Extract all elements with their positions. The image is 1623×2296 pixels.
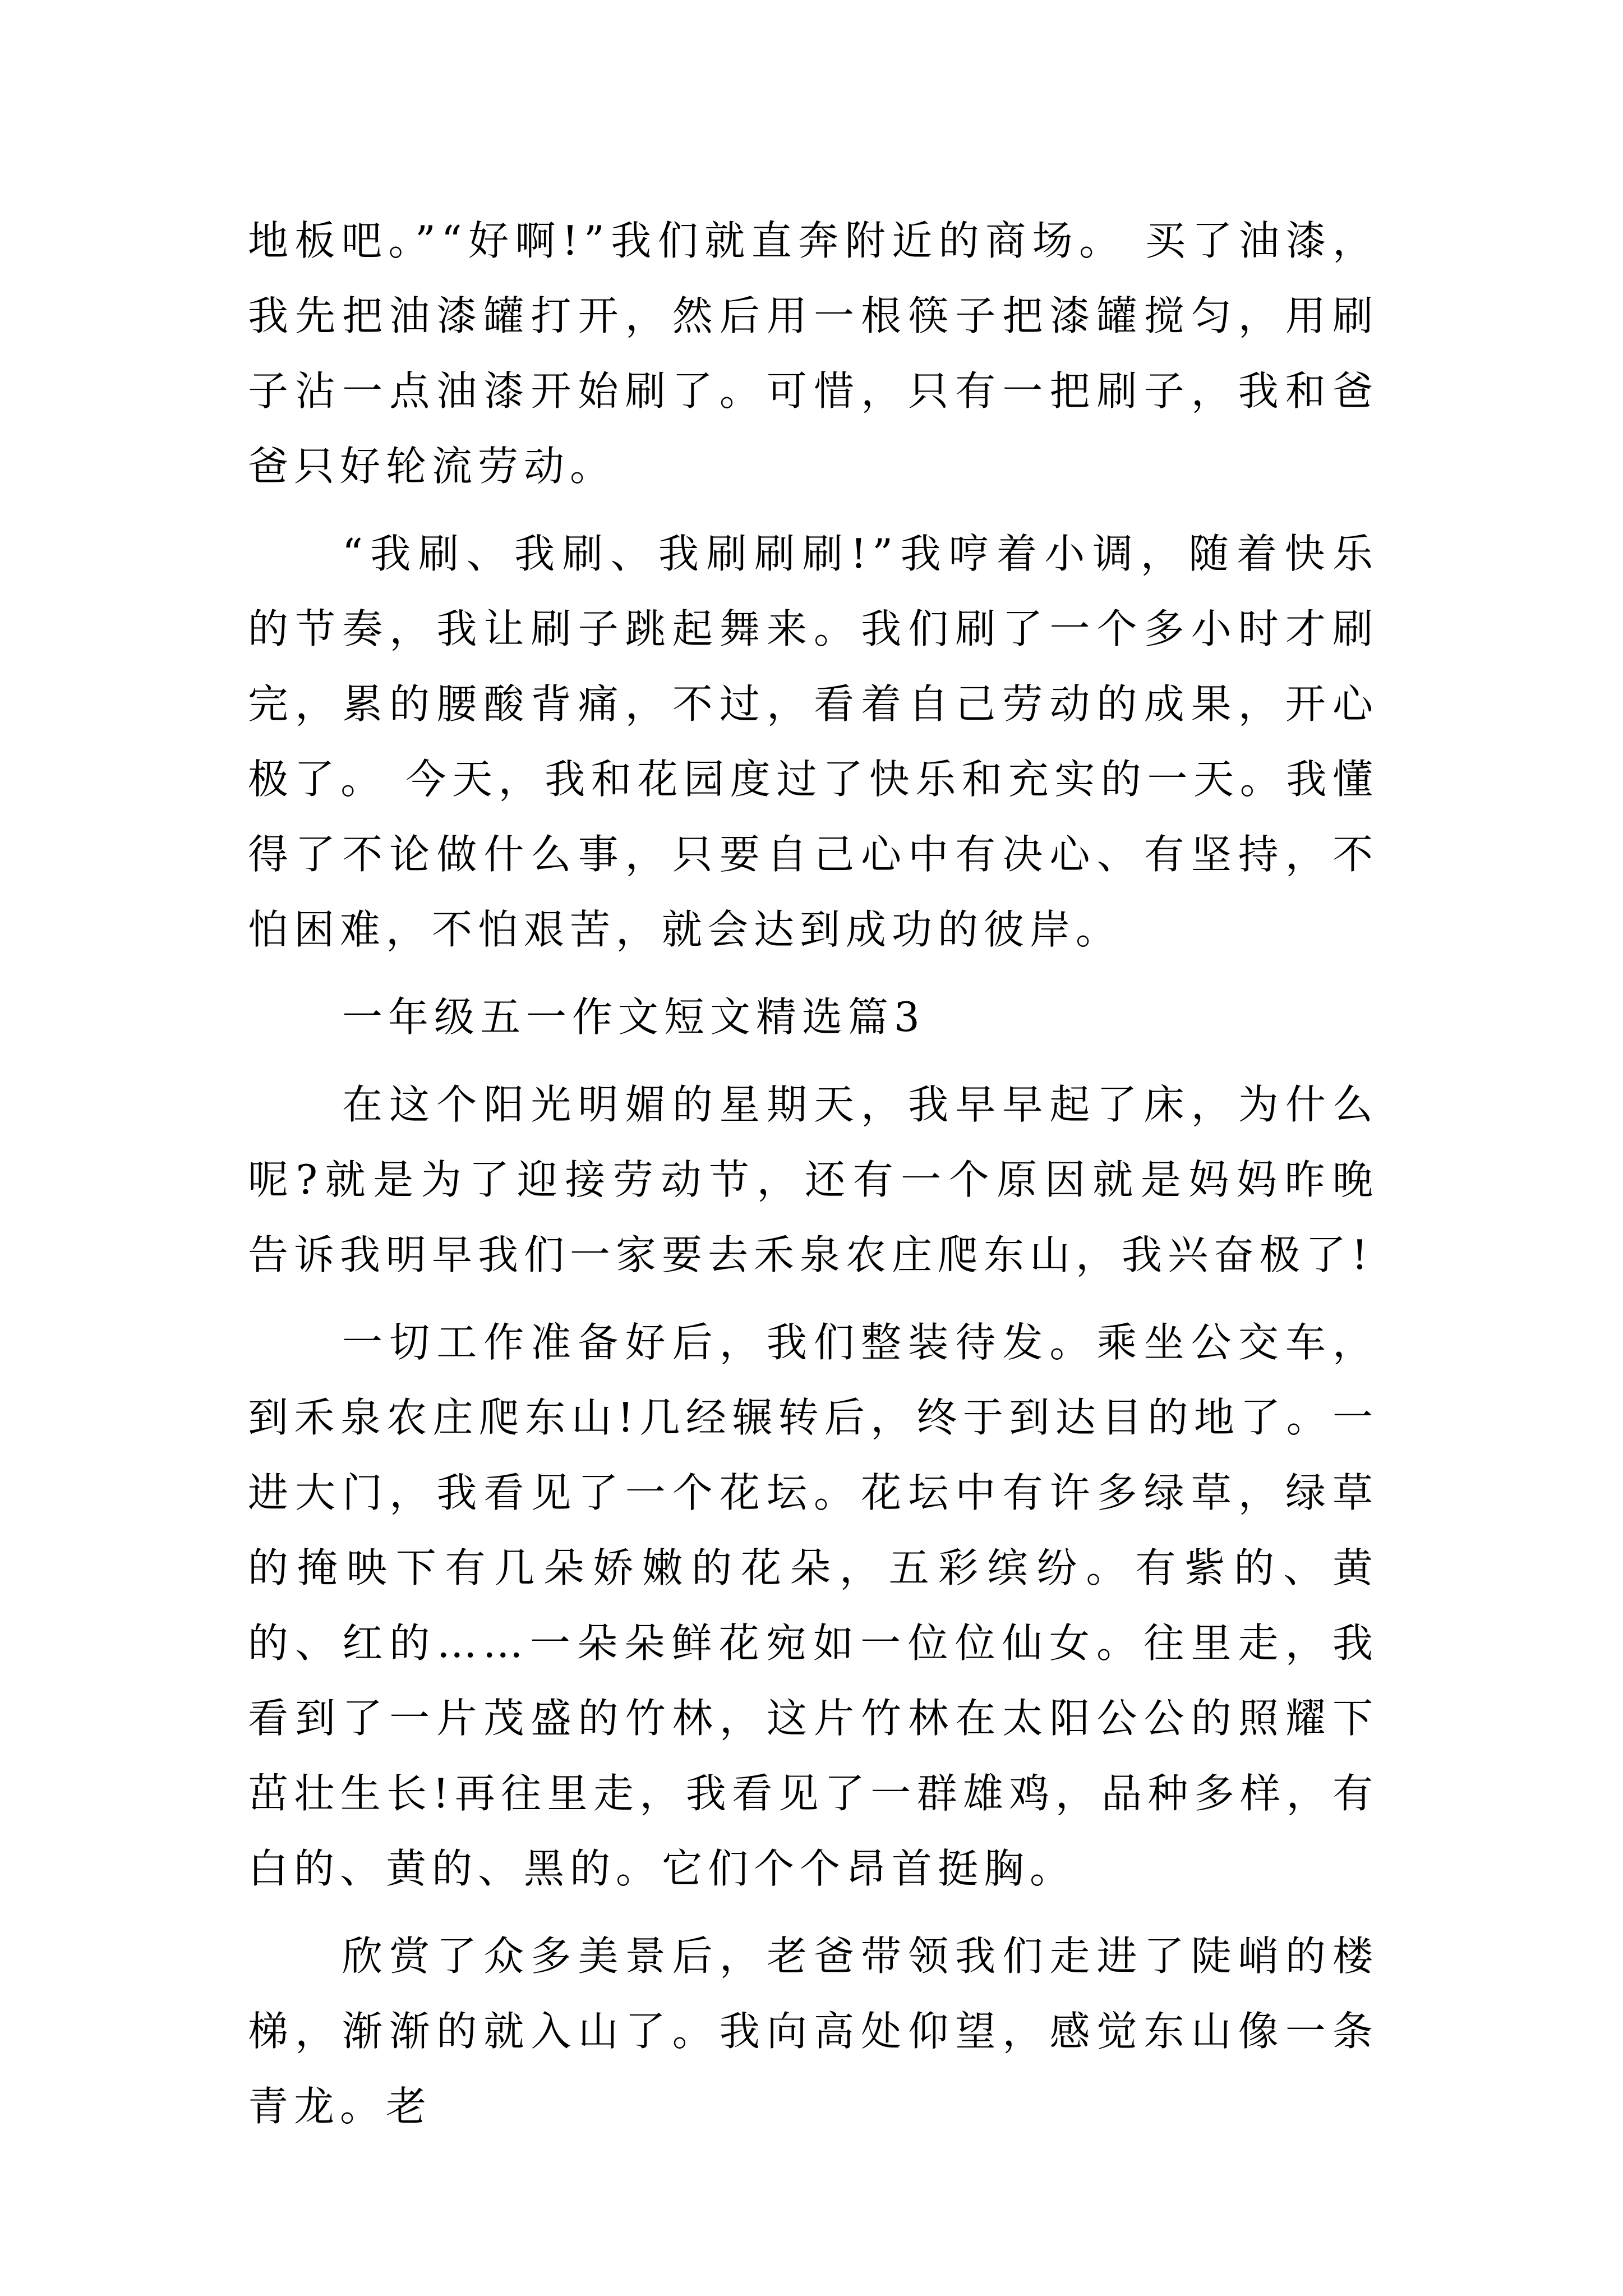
section-heading: 一年级五一作文短文精选篇3 — [342, 993, 925, 1041]
paragraph: 在这个阳光明媚的星期天，我早早起了床，为什么呢?就是为了迎接劳动节，还有一个原因就是妈妈昨晚告诉我明早我们一家要去禾泉农庄爬东山，我兴奋极了! — [248, 1081, 1378, 1278]
paragraph: 一切工作准备好后，我们整装待发。乘坐公交车，到禾泉农庄爬东山!几经辗转后，终于到达目的地了。一进大门，我看见了一个花坛。花坛中有许多绿草，绿草的掩映下有几朵娇嫩的花朵，五彩缤纷。有紫的、黄的、红的……一朵朵鲜花宛如一位位仙女。往里走，我看到了一片茂盛的竹林，这片竹林在太阳公公的照耀下茁壮生长!再往里走，我看见了一群雄鸡，品种多样，有白的、黄的、黑的。它们个个昂首挺胸。 — [248, 1319, 1378, 1892]
paragraph: “我刷、我刷、我刷刷刷!”我哼着小调，随着快乐的节奏，我让刷子跳起舞来。我们刷了一个多小时才刷完，累的腰酸背痛，不过，看着自己劳动的成果，开心极了。 今天，我和花园度过了快乐和充实的一天。我懂得了不论做什么事，只要自己心中有决心、有坚持，不怕困难，不怕艰苦，就会达到成功的彼岸。 — [248, 530, 1378, 953]
document-body — [248, 203, 1378, 2144]
paragraph-continued: 地板吧。”“好啊!”我们就直奔附近的商场。 买了油漆，我先把油漆罐打开，然后用一根筷子把漆罐搅匀，用刷子沾一点油漆开始刷了。可惜，只有一把刷子，我和爸爸只好轮流劳动。 — [248, 217, 1378, 490]
paragraph: 欣赏了众多美景后，老爸带领我们走进了陡峭的楼梯，渐渐的就入山了。我向高处仰望，感觉东山像一条青龙。老 — [248, 1932, 1378, 2130]
